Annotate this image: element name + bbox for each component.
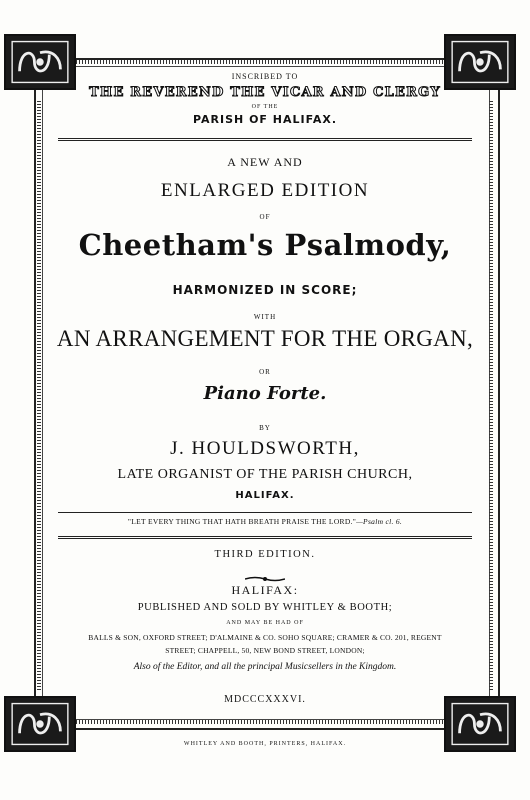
imprint-published: PUBLISHED AND SOLD BY WHITLEY & BOOTH; (137, 602, 393, 613)
author-place: HALIFAX. (235, 490, 295, 501)
author-by: BY (259, 424, 271, 432)
divider-rule (58, 536, 472, 539)
border-rail-bottom (70, 720, 460, 724)
imprint-also: Also of the Editor, and all the principal Musicsellers in the Kingdom. (133, 662, 397, 672)
author-role: LATE ORGANIST OF THE PARISH CHURCH, (117, 467, 413, 482)
ornament-flourish-icon (0, 569, 530, 575)
epigraph (0, 517, 530, 526)
epigraph-quote: "LET EVERY THING THAT HATH BREATH PRAISE THE LORD." (127, 517, 357, 526)
ornament-corner-icon (444, 34, 516, 90)
title-or: OR (259, 368, 271, 376)
divider-rule (58, 512, 472, 513)
title-with: WITH (253, 313, 277, 321)
border-rail-top (70, 60, 460, 64)
divider-rule (58, 138, 472, 141)
title-arrangement: AN ARRANGEMENT FOR THE ORGAN, (56, 326, 474, 351)
title-of: OF (259, 213, 271, 221)
title-a-new-and: A NEW AND (227, 155, 303, 169)
imprint-sellers-line1: BALLS & SON, OXFORD STREET; D'ALMAINE & CO. SOHO SQUARE; CRAMER & CO. 201, REGENT (88, 633, 442, 642)
imprint-city: HALIFAX: (231, 583, 299, 597)
author-name: J. HOULDSWORTH, (170, 438, 360, 459)
ornament-corner-icon (4, 34, 76, 90)
year: MDCCCXXXVI. (224, 694, 306, 705)
imprint-may-be-had: AND MAY BE HAD OF (226, 620, 304, 626)
printer: WHITLEY AND BOOTH, PRINTERS, HALIFAX. (183, 741, 347, 747)
dedication-of-the: OF THE (251, 104, 279, 110)
dedication-line: THE REVEREND THE VICAR AND CLERGY (89, 85, 441, 100)
dedication-parish: PARISH OF HALIFAX. (192, 113, 338, 126)
epigraph-citation: —Psalm cl. 6. (356, 517, 403, 526)
title-main: Cheetham's Psalmody, (78, 228, 452, 262)
title-piano-forte: Piano Forte. (203, 383, 327, 404)
title-harmonized: HARMONIZED IN SCORE; (172, 283, 358, 297)
title-enlarged-edition: ENLARGED EDITION (160, 180, 370, 201)
edition: THIRD EDITION. (214, 549, 316, 560)
imprint-sellers-line2: STREET; CHAPPELL, 50, NEW BOND STREET, LONDON; (165, 646, 365, 655)
dedication-inscribed: INSCRIBED TO (231, 72, 299, 81)
